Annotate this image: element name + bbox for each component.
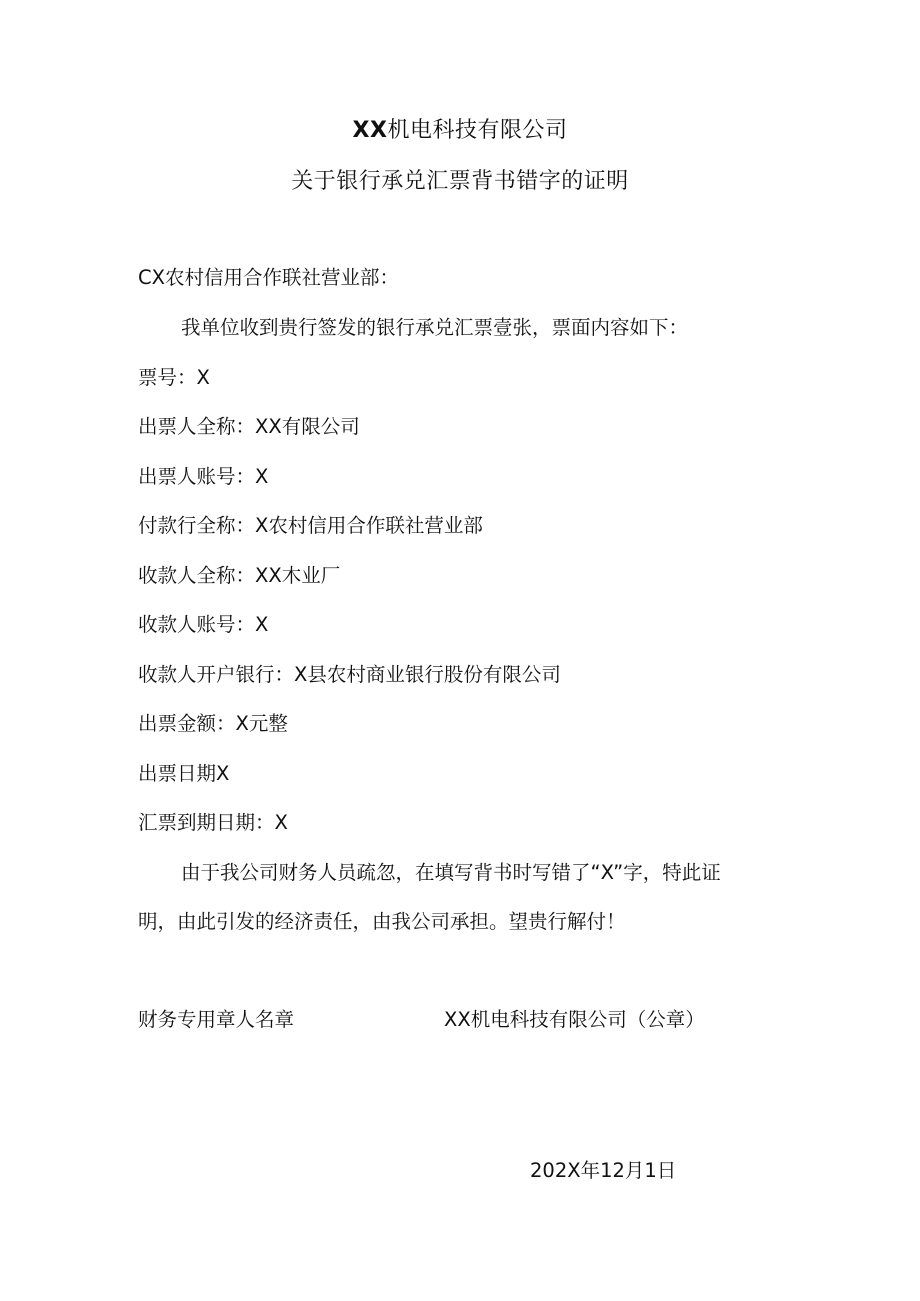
field-payee-bank: 收款人开户银行：X县农村商业银行股份有限公司 [138, 663, 561, 686]
field-drawer-account: 出票人账号：X [138, 465, 269, 488]
company-seal-label: XX机电科技有限公司（公章） [444, 1008, 705, 1031]
title-company-prefix: XX [352, 118, 388, 143]
document-date: 202X年12月1日 [530, 1159, 677, 1182]
field-payee-account: 收款人账号：X [138, 613, 269, 636]
field-due-date: 汇票到期日期：X [138, 811, 288, 834]
statement-line-1: 由于我公司财务人员疏忽，在填写背书时写错了“X”字，特此证 [181, 861, 721, 884]
field-paying-bank: 付款行全称：X农村信用合作联社营业部 [138, 514, 483, 537]
finance-seal-label: 财务专用章人名章 [138, 1008, 295, 1031]
field-bill-number: 票号：X [138, 366, 210, 389]
title-company-rest: 机电科技有限公司 [387, 118, 568, 143]
addressee: CX农村信用合作联社营业部： [138, 266, 399, 289]
field-drawer-name: 出票人全称：XX有限公司 [138, 415, 360, 438]
field-payee-name: 收款人全称：XX木业厂 [138, 564, 341, 587]
intro-paragraph: 我单位收到贵行签发的银行承兑汇票壹张，票面内容如下： [181, 316, 689, 339]
field-amount: 出票金额：X元整 [138, 712, 288, 735]
statement-line-2: 明，由此引发的经济责任，由我公司承担。望贵行解付！ [138, 910, 626, 933]
title-subject: 关于银行承兑汇票背书错字的证明 [291, 169, 629, 194]
title-company [0, 118, 920, 144]
field-issue-date: 出票日期X [138, 762, 230, 785]
